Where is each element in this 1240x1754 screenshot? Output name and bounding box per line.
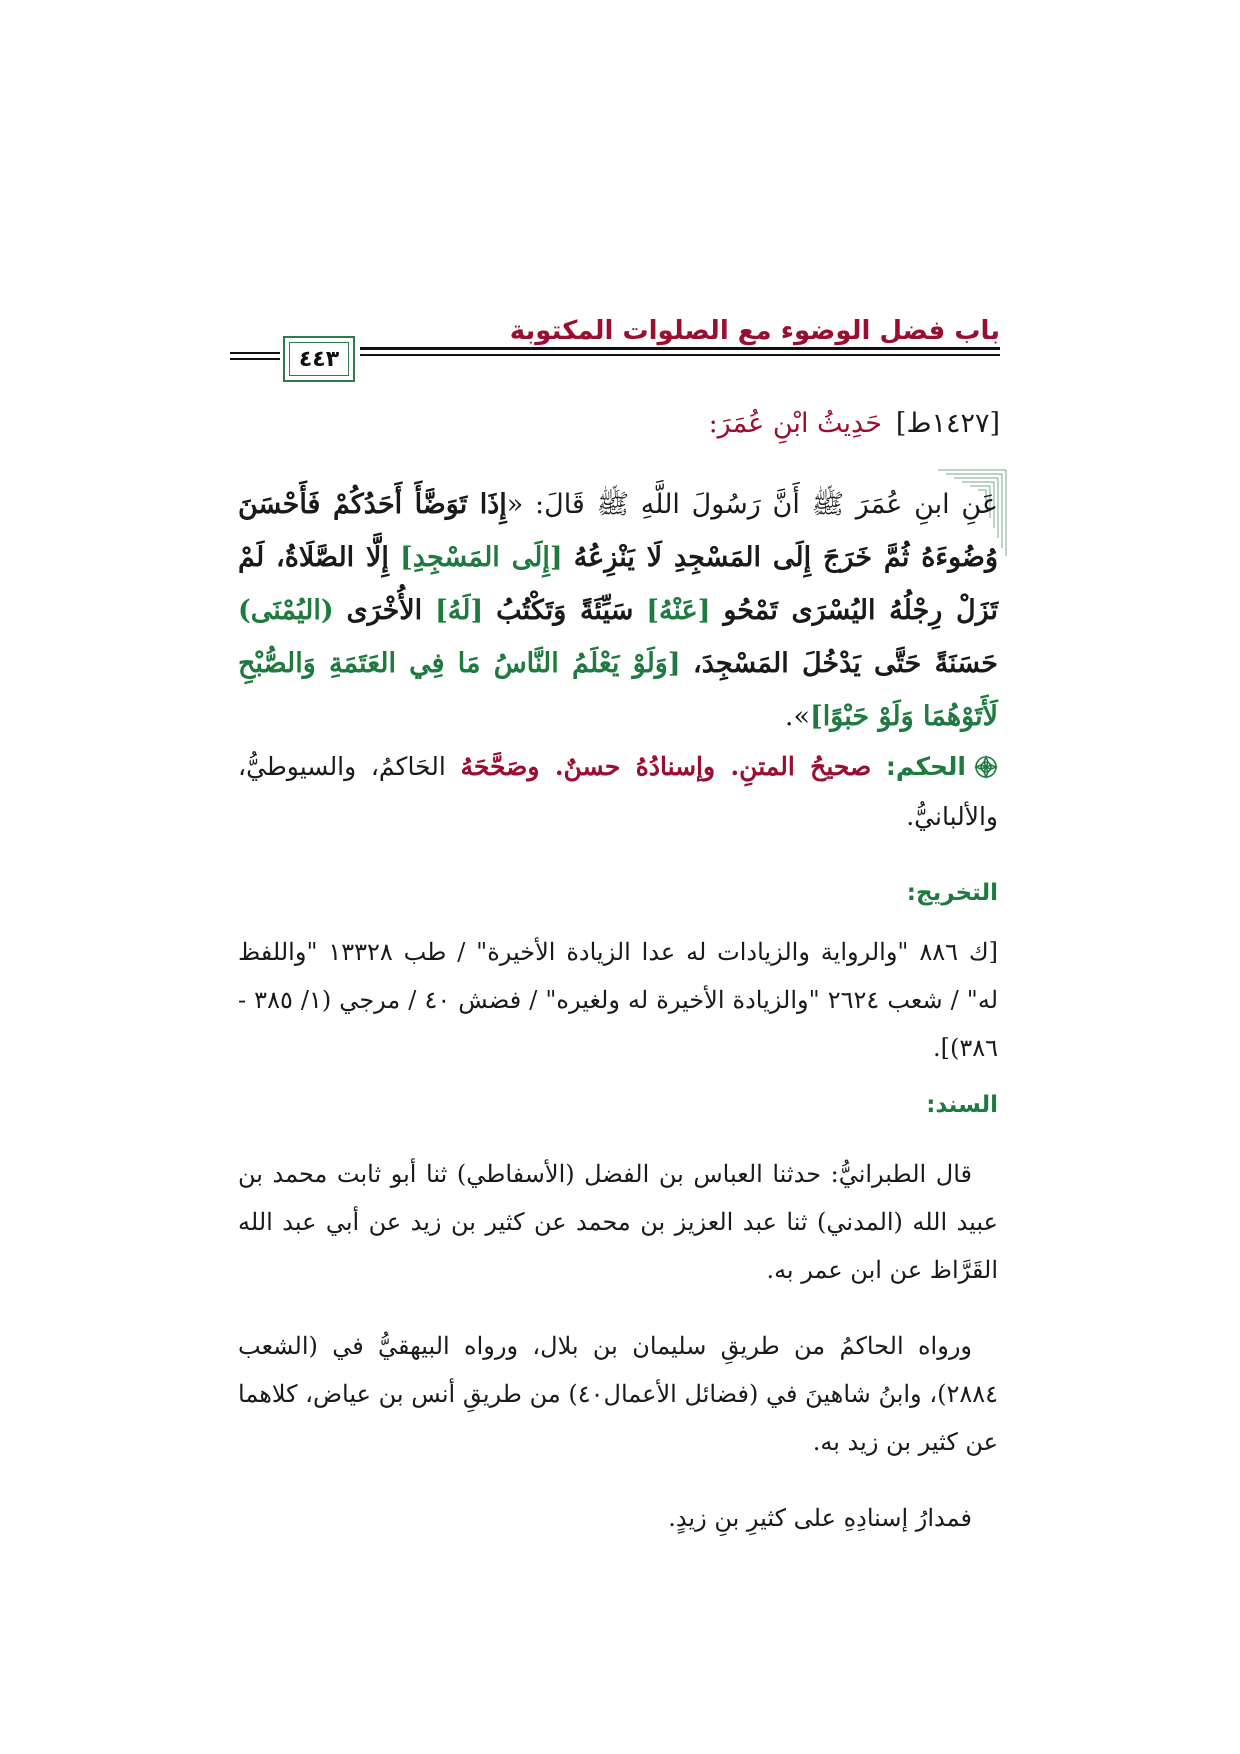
hadith-part-2: إِلَّا الصَّلَاةُ، لَمْ تَزَلْ رِجْلُهُ اليُسْرَى تَمْحُو [238, 542, 999, 626]
hadith-addition-3: [لَهُ] [435, 595, 484, 626]
hadith-part-3: سَيِّئَةً وَتَكْتُبُ [496, 595, 634, 626]
hadith-part-1: إِذَا تَوَضَّأَ أَحَدُكُمْ فَأَحْسَنَ وُضُوءَهُ ثُمَّ خَرَجَ إِلَى المَسْجِدِ لَا يَنْزِعُهُ [238, 489, 998, 573]
header-rule-left-bottom [230, 358, 280, 360]
header-rule-right-bottom [360, 354, 1000, 356]
hadith-part-4: الأُخْرَى [346, 595, 423, 626]
page-number: ٤٤٣ [298, 346, 340, 372]
hadith-ruling [238, 742, 998, 842]
running-header-title: باب فضل الوضوء مع الصلوات المكتوبة [509, 316, 1000, 346]
hadith-heading [709, 408, 1000, 439]
hadith-text [238, 478, 998, 743]
header-rule-right-top [360, 347, 1000, 350]
header-rule-left-top [230, 352, 280, 354]
hadith-intro: عَنِ ابنِ عُمَرَ ﷺ أَنَّ رَسُولَ اللَّهِ ﷺ قَالَ: « [506, 489, 999, 520]
page-number-badge [283, 336, 355, 382]
hadith-closing: ». [784, 701, 810, 732]
sanad-paragraph-1: قال الطبرانيُّ: حدثنا العباس بن الفضل (الأسفاطي) ثنا أبو ثابت محمد بن عبيد الله (المدني) ثنا عبد العزيز بن محمد عن كثير بن زيد عن أبي عبد الله القَرَّاظ عن ابن عمر به. [238, 1160, 998, 1284]
sanad-heading: السند: [926, 1092, 998, 1118]
takhrij-heading: التخريج: [906, 880, 998, 906]
rosette-icon [974, 755, 998, 779]
ruling-authorities: الحَاكمُ، والسيوطيُّ، والألبانيُّ. [238, 752, 998, 831]
hadith-addition-2: [عَنْهُ] [646, 595, 711, 626]
hadith-part-5: حَسَنَةً حَتَّى يَدْخُلَ المَسْجِدَ، [693, 648, 998, 679]
hadith-title: حَدِيثُ ابْنِ عُمَرَ: [708, 408, 882, 439]
hadith-number: [١٤٢٧ط] [895, 408, 1000, 439]
sanad-paragraph-3: فمدارُ إسنادِهِ على كثيرِ بنِ زيدٍ. [668, 1504, 972, 1532]
sanad-paragraph-2: ورواه الحاكمُ من طريقِ سليمان بن بلال، ورواه البيهقيُّ في (الشعب ٢٨٨٤)، وابنُ شاهينَ في (فضائل الأعمال٤٠) من طريقِ أنس بن عياض، كلاهما عن كثير بن زيد به. [238, 1332, 999, 1456]
takhrij-text: [ك ٨٨٦ "والرواية والزيادات له عدا الزيادة الأخيرة" / طب ١٣٣٢٨ "واللفظ له" / شعب ٢٦٢٤ "والزيادة الأخيرة له ولغيره" / فضش ٤٠ / مرجي (١/ ٣٨٥ - ٣٨٦)]. [238, 938, 999, 1062]
hadith-addition-4: (اليُمْنَى) [238, 595, 334, 626]
hadith-addition-1: [إِلَى المَسْجِدِ] [400, 542, 563, 573]
hadith-addition-5: [وَلَوْ يَعْلَمُ النَّاسُ مَا فِي العَتَمَةِ وَالصُّبْحِ لَأَتَوْهُمَا وَلَوْ حَبْوًا] [238, 648, 998, 732]
ruling-text: صحيحُ المتنِ. وإسنادُهُ حسنٌ. وصَحَّحَهُ [460, 752, 872, 781]
ruling-label: الحكم: [885, 752, 967, 781]
